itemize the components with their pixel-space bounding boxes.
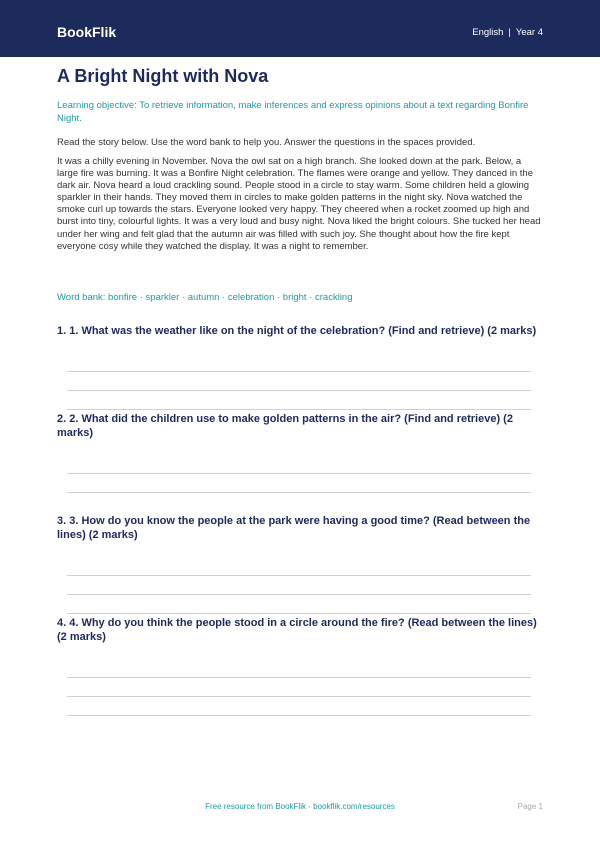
answer-line[interactable] — [67, 473, 531, 474]
story-text: It was a chilly evening in November. Nova the owl sat on a high branch. She looked down at the park. Below, a large fire was burning. It was a Bonfire Night celebration. The flames were orange and yellow. They danced in the dark air. Nova heard a loud crackling sound. People stood in a circle to stay warm. Some children held a glowing sparkler in their hands. They moved them in circles to make golden patterns in the night sky. Nova watched the smoke curl up towards the stars. Everyone looked very happy. They cheered when a rocket zoomed up high and burst into tiny, colourful lights. It was a very loud and busy night. Nova liked the bright colours. She tucked her head under her wing and felt glad that the autumn air was filled with such joy. She thought about how the fire kept everyone cosy while they watched the display. It was a night to remember. — [57, 156, 541, 252]
answer-line[interactable] — [67, 575, 531, 576]
answer-line[interactable] — [67, 677, 531, 678]
answer-line[interactable] — [67, 371, 531, 372]
page-number: Page 1 — [517, 802, 543, 811]
page-header — [0, 0, 600, 57]
answer-line[interactable] — [67, 696, 531, 697]
subject-label: English — [472, 27, 504, 38]
footer-credit: Free resource from BookFlik · bookflik.com/resources — [205, 802, 395, 811]
question-2: 2. 2. What did the children use to make golden patterns in the air? (Find and retrieve) (2 marks) — [57, 413, 513, 439]
answer-line[interactable] — [67, 492, 531, 493]
question-3: 3. 3. How do you know the people at the park were having a good time? (Read between the lines) (2 marks) — [57, 515, 531, 541]
word-bank: Word bank: bonfire · sparkler · autumn · celebration · bright · crackling — [57, 292, 353, 303]
answer-line[interactable] — [67, 613, 531, 614]
page-title: A Bright Night with Nova — [57, 66, 269, 86]
answer-line[interactable] — [67, 715, 531, 716]
instructions: Read the story below. Use the word bank to help you. Answer the questions in the spaces provided. — [57, 137, 476, 148]
subject-year — [472, 27, 543, 38]
question-1: 1. 1. What was the weather like on the night of the celebration? (Find and retrieve) (2 marks) — [57, 325, 537, 337]
answer-line[interactable] — [67, 390, 531, 391]
answer-line[interactable] — [67, 409, 531, 410]
meta-separator: | — [508, 27, 511, 38]
question-4: 4. 4. Why do you think the people stood in a circle around the fire? (Read between the lines) (2 marks) — [57, 617, 537, 643]
year-label: Year 4 — [515, 27, 543, 38]
learning-objective: Learning objective: To retrieve information, make inferences and express opinions about a text regarding Bonfire Night. — [57, 100, 529, 124]
answer-line[interactable] — [67, 594, 531, 595]
brand-logo: BookFlik — [57, 24, 117, 40]
